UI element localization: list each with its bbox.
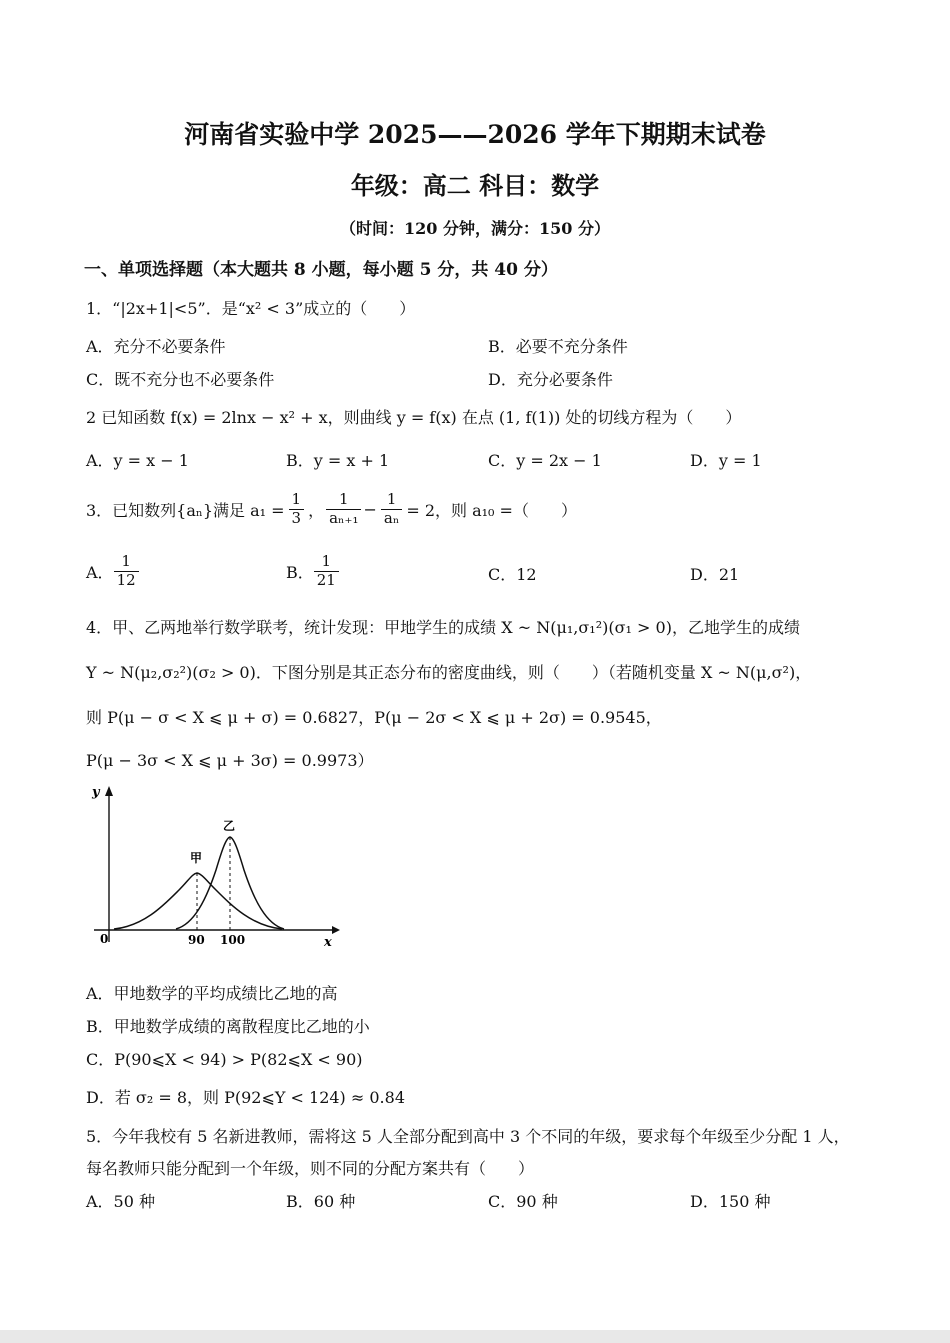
q3-option-b-label: B． [286, 562, 314, 582]
q4-option-d: D．若 σ₂ = 8，则 P(92⩽Y < 124) ≈ 0.84 [86, 1088, 405, 1107]
q3-frac1-num: 1 [326, 491, 361, 509]
grade-subject: 年级：高二 科目：数学 [350, 171, 600, 200]
q5-option-b: B．60 种 [286, 1192, 356, 1211]
q1-option-c: C．既不充分也不必要条件 [86, 370, 275, 389]
x-axis-arrow-icon [332, 926, 340, 934]
q2-stem: 2 已知函数 f(x) = 2lnx − x² + x，则曲线 y = f(x) 在点 (1, f(1)) 处的切线方程为（ ） [86, 408, 742, 427]
q3-stem: 3．已知数列{aₙ}满足 a₁ = $\frac{1}{3}$ ， $\frac{1}{\text{aₙ₊₁}}$ − $\frac{1}{\text{aₙ}}$ = 2，则 a₁₀ =（ ） [86, 490, 577, 527]
q5-option-c: C．90 种 [488, 1192, 558, 1211]
q2-option-c: C．y = 2x − 1 [488, 451, 602, 470]
q2-option-d: D．y = 1 [690, 451, 762, 470]
exam-title: 河南省实验中学 2025——2026 学年下期期末试卷 [184, 120, 766, 149]
x-axis-label: x [324, 935, 332, 950]
q3-a1-num: 1 [289, 491, 305, 509]
q3-option-b [286, 548, 339, 594]
q3-stem-suffix: = 2，则 a₁₀ =（ ） [406, 500, 577, 520]
q3-a1-fraction [289, 491, 305, 527]
q3-option-a [86, 548, 139, 594]
q5-option-d: D．150 种 [690, 1192, 771, 1211]
q2-option-b: B．y = x + 1 [286, 451, 390, 470]
q3-option-d: D．21 [690, 565, 740, 584]
page-bottom-edge [0, 1330, 950, 1343]
q3-option-b-fraction [314, 553, 339, 589]
q1-option-a: A．充分不必要条件 [86, 337, 226, 356]
q3-a1-den: 3 [291, 508, 302, 527]
q5-line-1: 5．今年我校有 5 名新进教师，需将这 5 人全部分配到高中 3 个不同的年级，要求每个年级至少分配 1 人， [86, 1127, 850, 1146]
curve-yi-label: 乙 [223, 819, 236, 833]
q3-frac2-num: 1 [381, 491, 402, 509]
q3-option-b-num: 1 [314, 553, 339, 571]
time-info: （时间：120 分钟，满分：150 分） [340, 219, 610, 238]
q3-frac1 [326, 491, 361, 527]
q4-line-4: P(μ − 3σ < X ⩽ μ + 3σ) = 0.9973） [86, 751, 374, 770]
q1-option-d: D．充分必要条件 [488, 370, 613, 389]
q3-option-a-num: 1 [114, 553, 139, 571]
q3-option-c: C．12 [488, 565, 537, 584]
section-heading: 一、单项选择题（本大题共 8 小题，每小题 5 分，共 40 分） [84, 260, 558, 280]
q4-option-c: C．P(90⩽X < 94) > P(82⩽X < 90) [86, 1050, 363, 1069]
tick-90: 90 [188, 933, 205, 947]
q3-frac2 [381, 491, 402, 527]
tick-100: 100 [220, 933, 246, 947]
y-axis-arrow-icon [105, 786, 113, 796]
q4-line-3: 则 P(μ − σ < X ⩽ μ + σ) = 0.6827，P(μ − 2σ < X ⩽ μ + 2σ) = 0.9545， [86, 708, 662, 727]
q4-option-a: A．甲地数学的平均成绩比乙地的高 [86, 984, 338, 1003]
q3-option-a-fraction [114, 553, 139, 589]
origin-label: 0 [100, 932, 109, 946]
y-axis-label: y [92, 785, 100, 800]
q4-line-1: 4．甲、乙两地举行数学联考，统计发现：甲地学生的成绩 X ~ N(μ₁,σ₁²)(σ₁ > 0)，乙地学生的成绩 [86, 618, 800, 637]
q3-stem-prefix: 3．已知数列{aₙ}满足 a₁ = [86, 500, 285, 520]
q1-option-b: B．必要不充分条件 [488, 337, 628, 356]
q5-line-2: 每名教师只能分配到一个年级，则不同的分配方案共有（ ） [86, 1159, 535, 1178]
q3-frac2-den: aₙ [383, 508, 400, 527]
normal-distribution-figure [84, 780, 344, 950]
q5-option-a: A．50 种 [86, 1192, 156, 1211]
curve-jia-label: 甲 [190, 851, 203, 865]
q4-line-2: Y ~ N(μ₂,σ₂²)(σ₂ > 0)．下图分别是其正态分布的密度曲线，则（ ）（若随机变量 X ~ N(μ,σ²)， [86, 663, 812, 682]
q2-option-a: A．y = x − 1 [86, 451, 189, 470]
q3-option-a-label: A． [86, 562, 114, 582]
q4-option-b: B．甲地数学成绩的离散程度比乙地的小 [86, 1017, 370, 1036]
q3-option-b-den: 21 [316, 570, 336, 589]
q3-option-a-den: 12 [116, 570, 136, 589]
q1-stem: 1．“|2x+1|<5”．是“x² < 3”成立的（ ） [86, 299, 416, 318]
q3-frac1-den: aₙ₊₁ [329, 508, 359, 527]
q3-minus: − [363, 499, 377, 519]
